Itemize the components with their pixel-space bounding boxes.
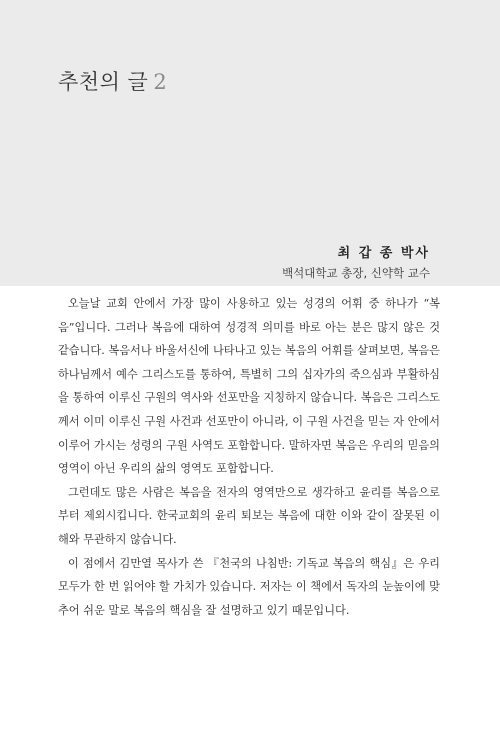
body-text (58, 292, 440, 622)
header-band (0, 0, 500, 286)
author-affiliation: 백석대학교 총장, 신약학 교수 (282, 266, 430, 280)
paragraph-1: 오늘날 교회 안에서 가장 많이 사용하고 있는 성경의 어휘 중 하나가 “복음”입니다. 그러나 복음에 대하여 성경적 의미를 바로 아는 분은 많지 않은 것 같습니다. 복음서나 바울서신에 나타나고 있는 복음의 어휘를 살펴보면, 복음은 하나님께서 예수 그리스도를 통하여, 특별히 그의 십자가의 죽으심과 부활하심을 통하여 이루신 구원의 역사와 선포만을 지칭하지 않습니다. 복음은 그리스도께서 이미 이루신 구원 사건과 선포만이 아니라, 이 구원 사건을 믿는 자 안에서 이루어 가시는 성령의 구원 사역도 포함합니다. 말하자면 복음은 우리의 믿음의 영역이 아닌 우리의 삶의 영역도 포함합니다. (58, 297, 440, 476)
title-number: 2 (153, 70, 168, 94)
paragraph-2: 그런데도 많은 사람은 복음을 전자의 영역만으로 생각하고 윤리를 복음으로부터 제외시킵니다. 한국교회의 윤리 퇴보는 복음에 대한 이와 같이 잘못된 이해와 무관하지 않습니다. (58, 485, 440, 546)
author-name: 최 갑 종 박사 (337, 246, 430, 261)
title-text: 추천의 글 (58, 70, 149, 94)
paragraph-3: 이 점에서 김만열 목사가 쓴 『천국의 나침반: 기독교 복음의 핵심』은 우리 모두가 한 번 읽어야 할 가치가 있습니다. 저자는 이 책에서 독자의 눈높이에 맞추어 쉬운 말로 복음의 핵심을 잘 설명하고 있기 때문입니다. (58, 556, 440, 617)
page-title (58, 66, 167, 96)
